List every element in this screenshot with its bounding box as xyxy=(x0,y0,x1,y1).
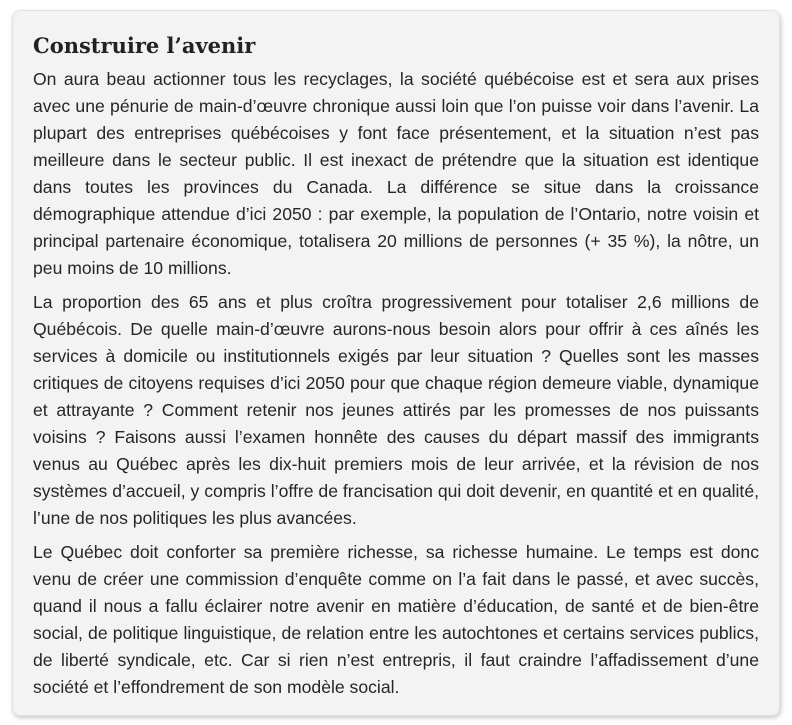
article-paragraph-2: La proportion des 65 ans et plus croîtra progressivement pour totaliser 2,6 millions de Québécois. De quelle main-d’œuvre aurons-nous besoin alors pour offrir à ces aînés les services à domicile ou institutionnels exigés par leur situation ? Quelles sont les masses critiques de citoyens requises d’ici 2050 pour que chaque région demeure viable, dynamique et attrayante ? Comment retenir nos jeunes attirés par les promesses de nos puissants voisins ? Faisons aussi l’examen honnête des causes du départ massif des immigrants venus au Québec après les dix-huit premiers mois de leur arrivée, et la révision de nos systèmes d’accueil, y compris l’offre de francisation qui doit devenir, en quantité et en qualité, l’une de nos politiques les plus avancées. xyxy=(33,292,759,528)
article-paragraph-1: On aura beau actionner tous les recyclages, la société québécoise est et sera aux prises avec une pénurie de main-d’œuvre chronique aussi loin que l’on puisse voir dans l’avenir. La plupart des entreprises québécoises y font face présentement, et la situation n’est pas meilleure dans le secteur public. Il est inexact de prétendre que la situation est identique dans toutes les provinces du Canada. La différence se situe dans la croissance démographique attendue d’ici 2050 : par exemple, la population de l’Ontario, notre voisin et principal partenaire économique, totalisera 20 millions de personnes (+ 35 %), la nôtre, un peu moins de 10 millions. xyxy=(33,69,759,278)
article-box xyxy=(13,11,779,715)
article-title: Construire l’avenir xyxy=(33,33,256,58)
article-paragraph-3: Le Québec doit conforter sa première richesse, sa richesse humaine. Le temps est donc venu de créer une commission d’enquête comme on l’a fait dans le passé, et avec succès, quand il nous a fallu éclairer notre avenir en matière d’éducation, de santé et de bien-être social, de politique linguistique, de relation entre les autochtones et certains services publics, de liberté syndicale, etc. Car si rien n’est entrepris, il faut craindre l’affadissement d’une société et l’effondrement de son modèle social. xyxy=(33,542,759,697)
